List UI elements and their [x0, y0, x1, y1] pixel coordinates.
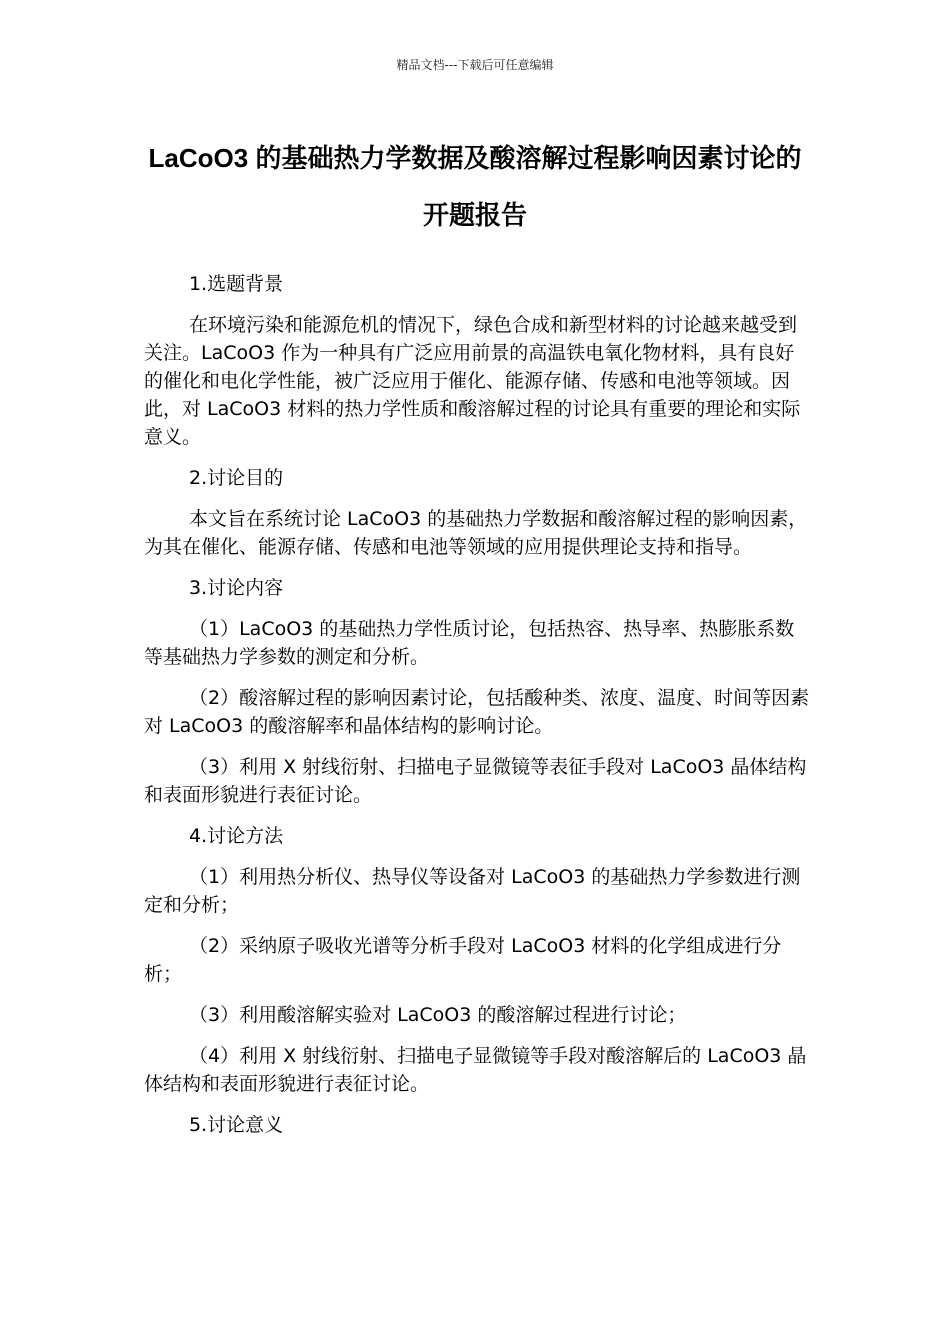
section-heading: 2.讨论目的 — [189, 467, 284, 489]
list-item: （3）利用酸溶解实验对 LaCoO3 的酸溶解过程进行讨论； — [189, 1004, 687, 1026]
section-paragraph: 本文旨在系统讨论 LaCoO3 的基础热力学数据和酸溶解过程的影响因素，为其在催化、能源存储、传感和电池等领域的应用提供理论支持和指导。 — [144, 508, 808, 558]
section-heading: 3.讨论内容 — [189, 577, 284, 599]
list-item: （2）酸溶解过程的影响因素讨论，包括酸种类、浓度、温度、时间等因素对 LaCoO3 的酸溶解率和晶体结构的影响讨论。 — [144, 687, 810, 737]
list-item: （4）利用 X 射线衍射、扫描电子显微镜等手段对酸溶解后的 LaCoO3 晶体结构和表面形貌进行表征讨论。 — [144, 1045, 807, 1095]
section-heading: 4.讨论方法 — [189, 825, 284, 847]
list-item: （2）采纳原子吸收光谱等分析手段对 LaCoO3 材料的化学组成进行分析； — [144, 935, 782, 985]
list-item: （3）利用 X 射线衍射、扫描电子显微镜等表征手段对 LaCoO3 晶体结构和表面形貌进行表征讨论。 — [144, 756, 807, 806]
document-body — [144, 270, 812, 1152]
section-paragraph: 在环境污染和能源危机的情况下，绿色合成和新型材料的讨论越来越受到关注。LaCoO3 作为一种具有广泛应用前景的高温铁电氧化物材料，具有良好的催化和电化学性能，被广泛应用于催化、能源存储、传感和电池等领域。因此，对 LaCoO3 材料的热力学性质和酸溶解过程的讨论具有重要的理论和实际意义。 — [144, 314, 801, 448]
header-note: 精品文档---下载后可任意编辑 — [396, 58, 554, 72]
section-heading: 5.讨论意义 — [189, 1114, 284, 1136]
list-item: （1）利用热分析仪、热导仪等设备对 LaCoO3 的基础热力学参数进行测定和分析； — [144, 866, 801, 916]
list-item: （1）LaCoO3 的基础热力学性质讨论，包括热容、热导率、热膨胀系数等基础热力学参数的测定和分析。 — [144, 618, 795, 668]
document-title: LaCoO3 的基础热力学数据及酸溶解过程影响因素讨论的开题报告 — [148, 143, 802, 230]
section-heading: 1.选题背景 — [189, 273, 284, 295]
